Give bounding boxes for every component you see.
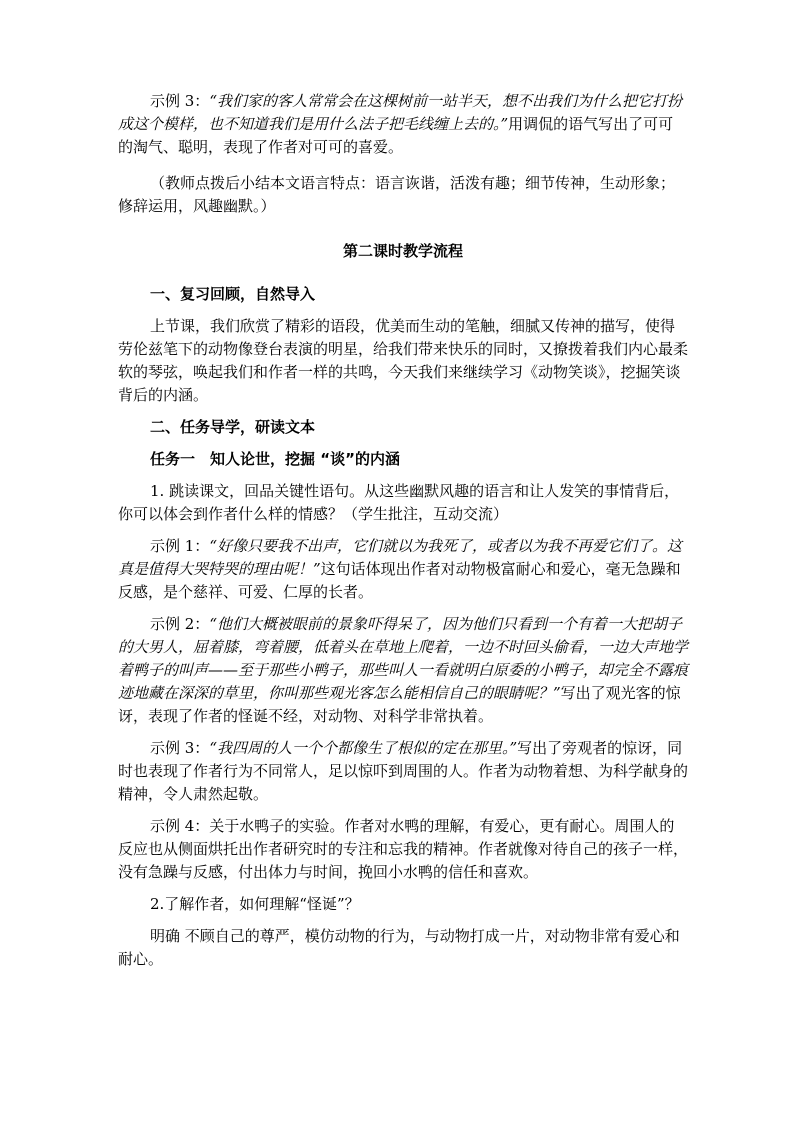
question-one: 1. 跳读课文，回品关键性语句。从这些幽默风趣的语言和让人发笑的事情背后，你可以体会到作者什么样的情感？（学生批注，互动交流） bbox=[118, 482, 680, 523]
example-analysis: 这句话体现出作者对动物极富耐心和爱心，毫无急躁和反感，是个慈祥、可爱、仁厚的长者。 bbox=[118, 560, 681, 601]
example-label: 示例 3： bbox=[150, 739, 210, 757]
task-one-heading: 任务一 知人论世，挖掘 “谈”的内涵 bbox=[150, 450, 400, 468]
example-analysis: 写出了观光客的惊讶，表现了作者的怪诞不经，对动物、对科学非常执着。 bbox=[118, 684, 681, 725]
language-summary: （教师点拨后小结本文语言特点：语言诙谐，活泼有趣；细节传神，生动形象；修辞运用，风趣幽默。） bbox=[118, 174, 676, 215]
example-label: 示例 2： bbox=[150, 615, 210, 633]
example-3 bbox=[118, 737, 688, 806]
example-2 bbox=[118, 613, 688, 728]
example-label: 示例 1： bbox=[150, 537, 210, 555]
intro-paragraph: 上节课，我们欣赏了精彩的语段，优美而生动的笔触，细腻又传神的描写，使得劳伦兹笔下的动物像登台表演的明星，给我们带来快乐的同时，又撩拨着我们内心最柔软的琴弦，唤起我们和作者一样的共鸣，今天我们来继续学习《动物笑谈》，挖掘笑谈背后的内涵。 bbox=[118, 317, 689, 404]
example-1 bbox=[118, 535, 688, 604]
example-quote: “好像只要我不出声，它们就以为我死了，或者以为我不再爱它们了。这真是值得大哭特哭的理由呢！” bbox=[118, 537, 682, 578]
example-quote: “我们家的客人常常会在这棵树前一站半天，想不出我们为什么把它打扮成这个模样，也不知道我们是用什么法子把毛线缠上去的。” bbox=[118, 92, 682, 133]
heading-task-guide: 二、任务导学，研读文本 bbox=[150, 418, 316, 436]
example-analysis: 用调侃的语气写出了可可的淘气、聪明，表现了作者对可可的喜爱。 bbox=[118, 115, 674, 156]
document-page bbox=[118, 90, 688, 971]
example-3-tree bbox=[118, 90, 688, 159]
answer-paragraph: 明确 不顾自己的尊严，模仿动物的行为，与动物打成一片，对动物非常有爱心和耐心。 bbox=[118, 927, 680, 968]
example-label: 示例 3： bbox=[150, 92, 210, 110]
question-two: 2.了解作者，如何理解“怪诞”？ bbox=[150, 895, 360, 913]
heading-review: 一、复习回顾，自然导入 bbox=[150, 285, 316, 303]
example-quote: “我四周的人一个个都像生了根似的定在那里。” bbox=[209, 739, 518, 757]
section-title: 第二课时教学流程 bbox=[342, 242, 463, 260]
example-analysis: 写出了旁观者的惊讶，同时也表现了作者行为不同常人，足以惊吓到周围的人。作者为动物着想、为科学献身的精神，令人肃然起敬。 bbox=[118, 739, 689, 803]
example-quote: “他们大概被眼前的景象吓得呆了，因为他们只看到一个有着一大把胡子的大男人，屈着膝，弯着腰，低着头在草地上爬着，一边不时回头偷看，一边大声地学着鸭子的叫声——至于那些小鸭子，那些叫人一看就明白原委的小鸭子，却完全不露痕迹地藏在深深的草里，你叫那些观光客怎么能相信自己的眼睛呢？” bbox=[118, 615, 689, 702]
example-4: 示例 4：关于水鸭子的实验。作者对水鸭的理解，有爱心，更有耐心。周围人的反应也从侧面烘托出作者研究时的专注和忘我的精神。作者就像对待自己的孩子一样，没有急躁与反感，付出体力与时间，挽回小水鸭的信任和喜欢。 bbox=[118, 817, 689, 881]
